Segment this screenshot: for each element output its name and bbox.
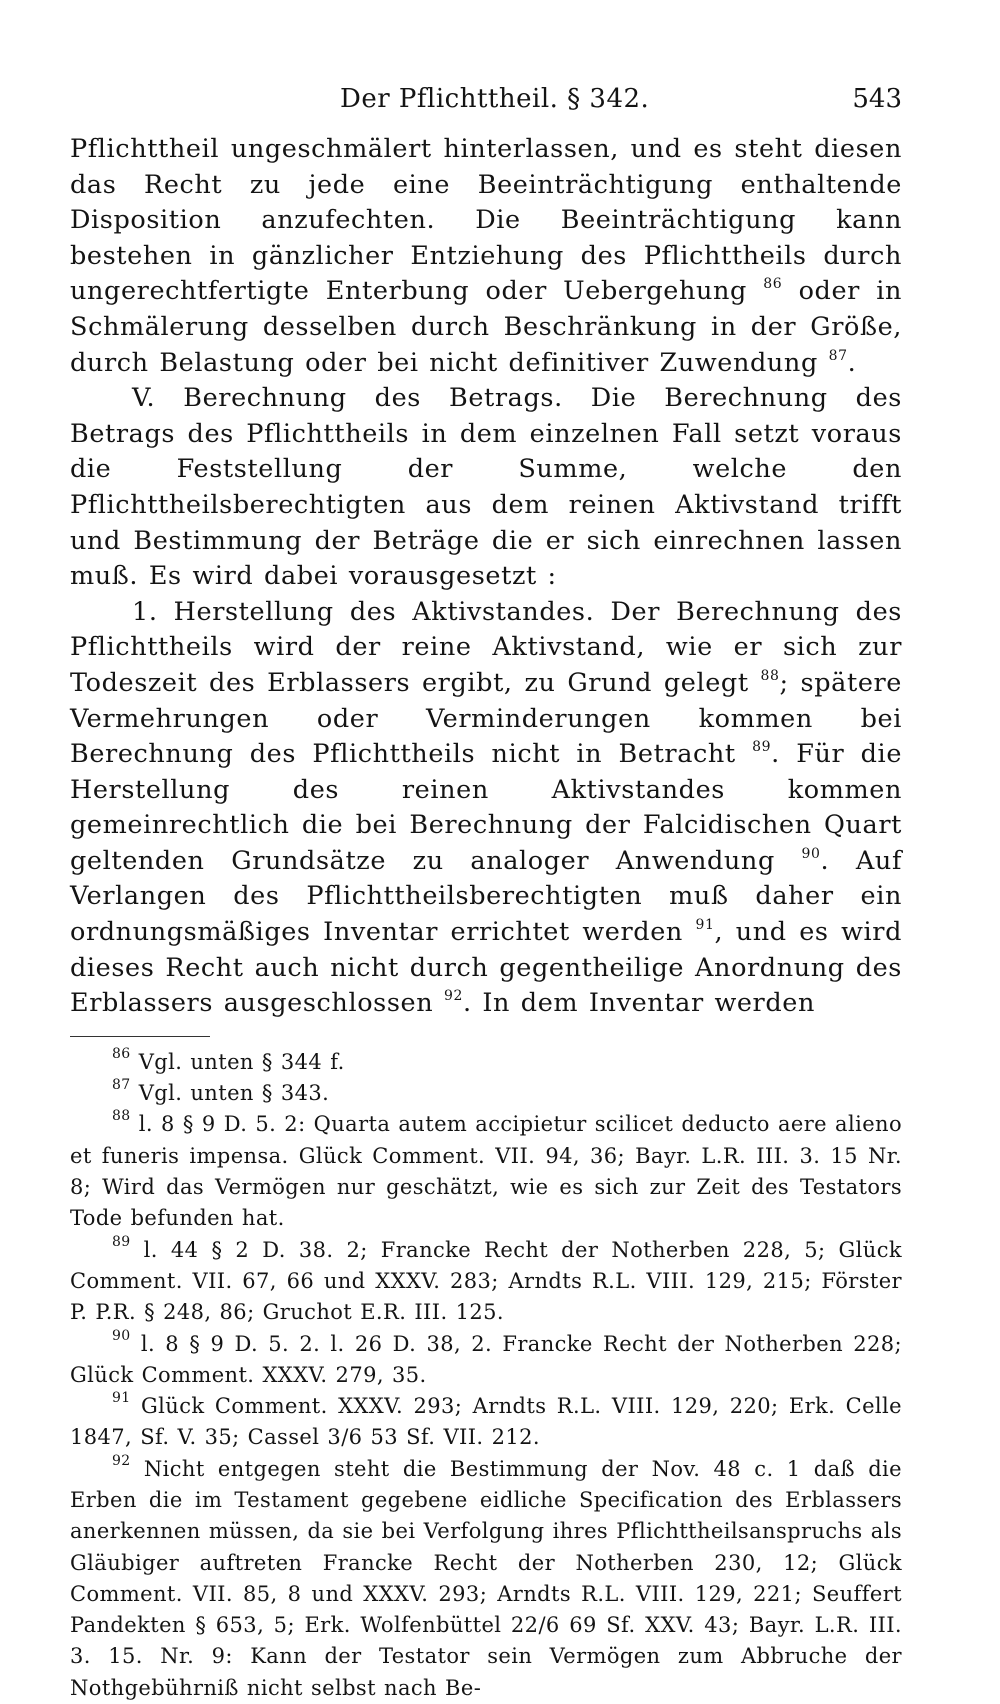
footnote-ref-90: 90 bbox=[801, 845, 821, 862]
text-run: V. Berechnung des Betrags. Die Berechnung des Betrags des Pflichttheils in dem einzelnen Fall setzt voraus die Feststellung der Summe, welche den Pflichttheilsberechtigten aus dem reinen Aktivstand trifft und Bestimmung der Beträge die er sich einrechnen lassen muß. Es wird dabei vorausgesetzt : bbox=[70, 383, 902, 592]
footnote-text: Vgl. unten § 344 f. bbox=[130, 1049, 345, 1074]
footnote-ref-89: 89 bbox=[752, 739, 772, 756]
paragraph-3 bbox=[70, 595, 902, 1022]
text-run: oder in Schmälerung desselben durch Beschränkung in der Größe, durch Belastung oder bei nicht definitiver Zuwendung bbox=[70, 276, 903, 378]
footnote-text: l. 8 § 9 D. 5. 2. l. 26 D. 38, 2. Francke Recht der Notherben 228; Glück Comment. XXXV. 279, 35. bbox=[70, 1331, 902, 1387]
footnote-91 bbox=[70, 1391, 902, 1454]
text-run: . bbox=[847, 347, 857, 378]
footnote-number: 92 bbox=[112, 1452, 131, 1469]
footnote-text: Glück Comment. XXXV. 293; Arndts R.L. VIII. 129, 220; Erk. Celle 1847, Sf. V. 35; Cassel 3/6 53 Sf. VII. 212. bbox=[70, 1394, 902, 1450]
text-run: . Auf Verlangen des Pflichttheilsberechtigten muß daher ein ordnungsmäßiges Inventar errichtet werden bbox=[70, 845, 902, 948]
footnote-number: 91 bbox=[112, 1390, 131, 1407]
footnote-number: 90 bbox=[112, 1327, 131, 1344]
paragraph-2 bbox=[70, 381, 902, 595]
footnote-87 bbox=[70, 1078, 902, 1109]
footnote-number: 86 bbox=[112, 1045, 131, 1062]
text-run: Pflichttheil ungeschmälert hinterlassen, und es steht diesen das Recht zu jede eine Beeinträchtigung enthaltende Disposition anzufechten. Die Beeinträchtigung kann bestehen in gänzlicher Entziehung des Pflichttheils durch ungerechtfertigte Enterbung oder Uebergehung bbox=[70, 134, 902, 307]
footnote-88 bbox=[70, 1109, 902, 1234]
footnote-86 bbox=[70, 1047, 902, 1078]
footnote-text: l. 8 § 9 D. 5. 2: Quarta autem accipietur scilicet deducto aere alieno et funeris impensa. Glück Comment. VII. 94, 36; Bayr. L.R. III. 3. 15 Nr. 8; Wird das Vermögen nur geschätzt, wie es sich zur Zeit des Testators Tode befunden hat. bbox=[70, 1112, 902, 1231]
page-number: 543 bbox=[852, 84, 902, 114]
footnote-text: Nicht entgegen steht die Bestimmung der Nov. 48 c. 1 daß die Erben die im Testament gegebene eidliche Specification des Erblassers anerkennen müssen, da sie bei Verfolgung ihres Pflichttheilsanspruchs als Gläubiger auftreten Francke Recht der Notherben 230, 12; Glück Comment. VII. 85, 8 und XXXV. 293; Arndts R.L. VIII. 129, 221; Seuffert Pandekten § 653, 5; Erk. Wolfenbüttel 22/6 69 Sf. XXV. 43; Bayr. L.R. III. 3. 15. Nr. 9: Kann der Testator sein Vermögen zum Abbruche der Nothgebührniß nicht selbst nach Be- bbox=[70, 1456, 902, 1700]
text-run: . Für die Herstellung des reinen Aktivstandes kommen gemeinrechtlich die bei Berechnung der Falcidischen Quart geltenden Grundsätze zu analoger Anwendung bbox=[70, 739, 903, 876]
running-head bbox=[70, 84, 902, 132]
footnote-number: 88 bbox=[112, 1108, 131, 1125]
paragraph-1 bbox=[70, 132, 902, 381]
footnote-92 bbox=[70, 1454, 902, 1704]
main-text bbox=[70, 132, 902, 1022]
footnote-ref-92: 92 bbox=[443, 988, 463, 1005]
footnote-ref-88: 88 bbox=[760, 667, 780, 684]
footnote-text: Vgl. unten § 343. bbox=[130, 1081, 330, 1106]
footnote-ref-91: 91 bbox=[695, 917, 715, 934]
footnote-89 bbox=[70, 1235, 902, 1329]
footnote-90 bbox=[70, 1329, 902, 1392]
footnote-text: l. 44 § 2 D. 38. 2; Francke Recht der Notherben 228, 5; Glück Comment. VII. 67, 66 und XXXV. 283; Arndts R.L. VIII. 129, 215; Förster P. P.R. § 248, 86; Gruchot E.R. III. 125. bbox=[70, 1237, 902, 1325]
footnote-number: 89 bbox=[112, 1233, 131, 1250]
running-title: Der Pflichttheil. § 342. bbox=[340, 84, 650, 114]
footnotes bbox=[70, 1047, 902, 1704]
text-run: 1. Herstellung des Aktivstandes. Der Berechnung des Pflichttheils wird der reine Aktivstand, wie er sich zur Todeszeit des Erblassers ergibt, zu Grund gelegt bbox=[70, 596, 902, 698]
text-run: , und es wird dieses Recht auch nicht durch gegentheilige Anordnung des Erblassers ausgeschlossen bbox=[70, 917, 902, 1019]
footnote-number: 87 bbox=[112, 1077, 131, 1094]
footnote-ref-87: 87 bbox=[828, 347, 848, 364]
footnote-divider bbox=[70, 1036, 210, 1037]
footnote-ref-86: 86 bbox=[763, 276, 783, 293]
text-run: ; spätere Vermehrungen oder Verminderungen kommen bei Berechnung des Pflichttheils nicht in Betracht bbox=[70, 667, 902, 770]
text-run: . In dem Inventar werden bbox=[462, 988, 815, 1019]
